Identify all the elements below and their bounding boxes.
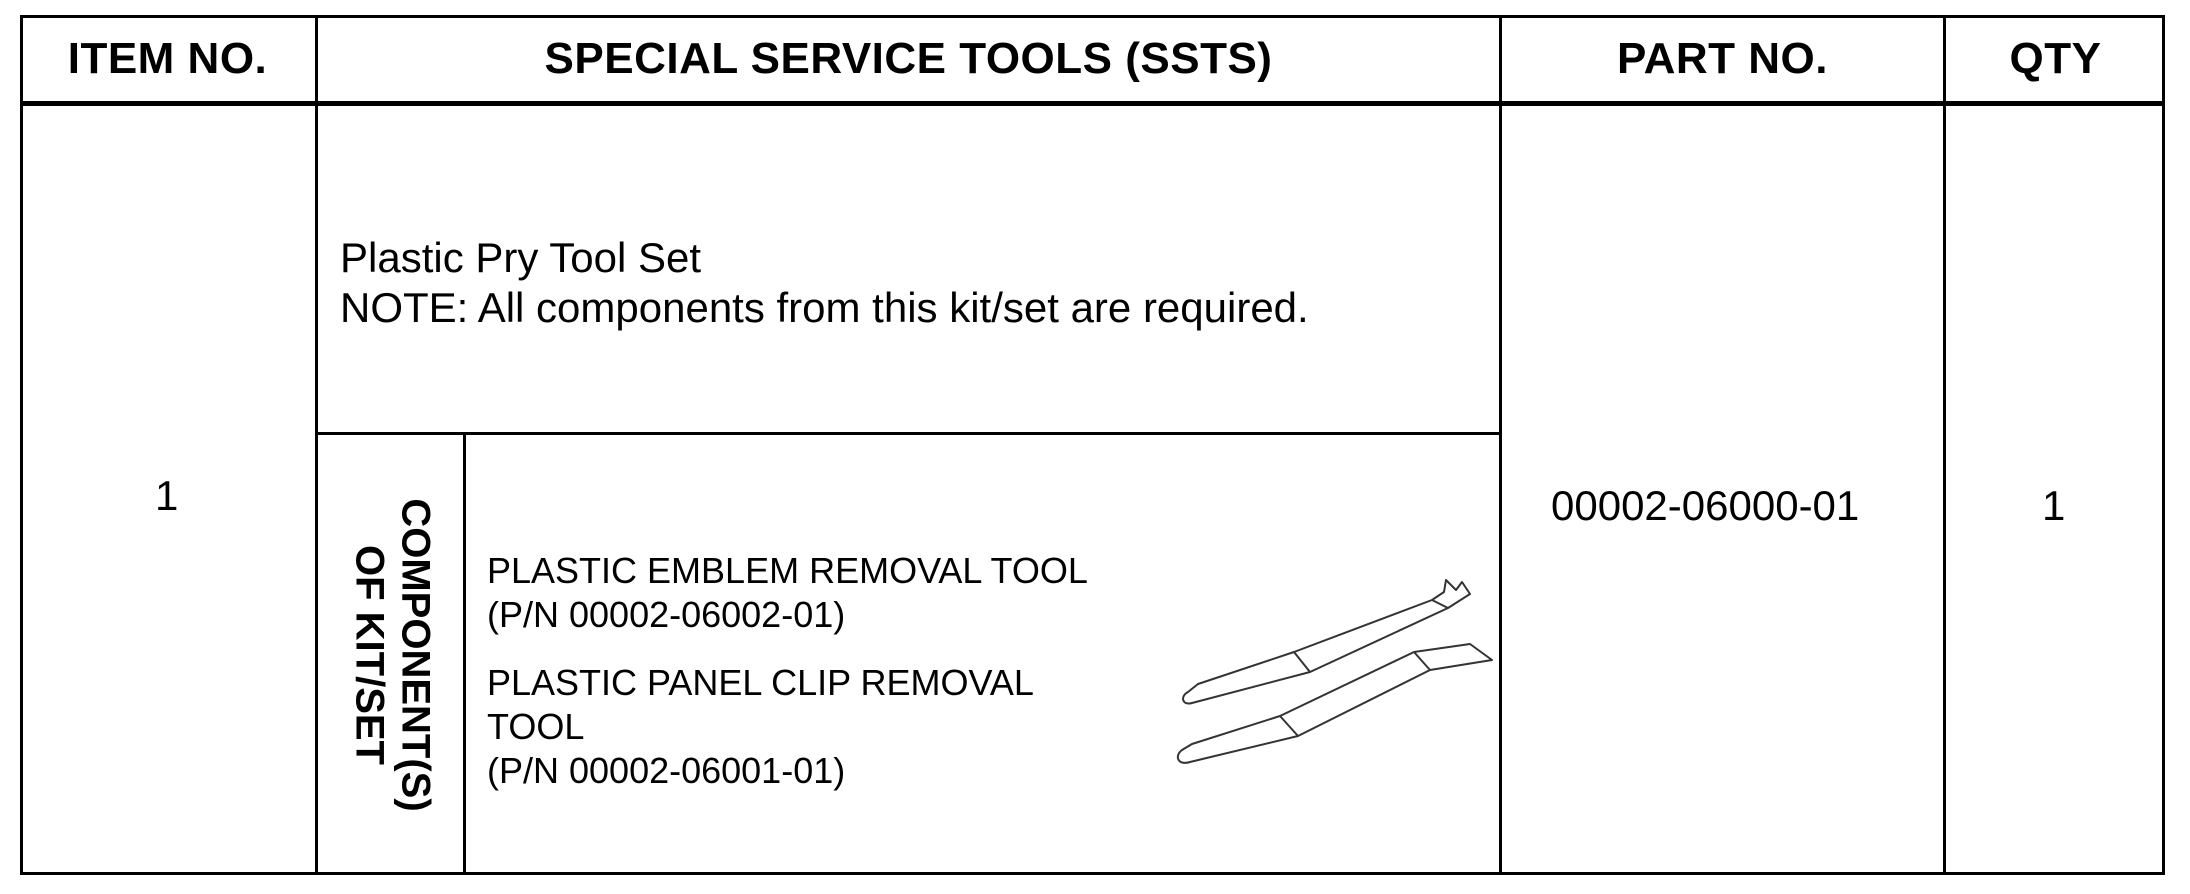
components-label-line2: OF KIT/SET [347,544,392,765]
column-divider [1943,15,1946,875]
header-tools-label: SPECIAL SERVICE TOOLS (SSTS) [544,34,1273,83]
tool-set-title: Plastic Pry Tool Set [340,234,702,281]
header-part-no [1502,15,1943,103]
item-number: 1 [155,472,179,519]
pry-tools-illustration [1170,560,1500,780]
component-name: PLASTIC EMBLEM REMOVAL TOOL [487,550,1088,591]
components-label [320,435,465,875]
header-qty-label: QTY [2009,34,2102,83]
component-part-number: (P/N 00002-06002-01) [487,594,846,635]
emblem-removal-tool-icon [1183,580,1470,704]
component-name: PLASTIC PANEL CLIP REMOVAL [487,662,1034,703]
components-label-line1: COMPONENT(S) [393,498,438,812]
column-divider [315,15,318,875]
header-part-no-label: PART NO. [1617,34,1828,83]
part-number: 00002-06000-01 [1551,482,1860,529]
panel-clip-removal-tool-icon [1178,644,1492,763]
kit-components-divider [315,432,1502,435]
header-qty [1946,15,2165,103]
component-part-number: (P/N 00002-06001-01) [487,750,846,791]
header-item-no [20,15,315,103]
quantity: 1 [2042,482,2066,529]
header-tools [318,15,1499,103]
tool-set-note: NOTE: All components from this kit/set are required. [340,284,1309,331]
header-item-no-label: ITEM NO. [67,34,268,83]
component-name: TOOL [487,706,585,747]
